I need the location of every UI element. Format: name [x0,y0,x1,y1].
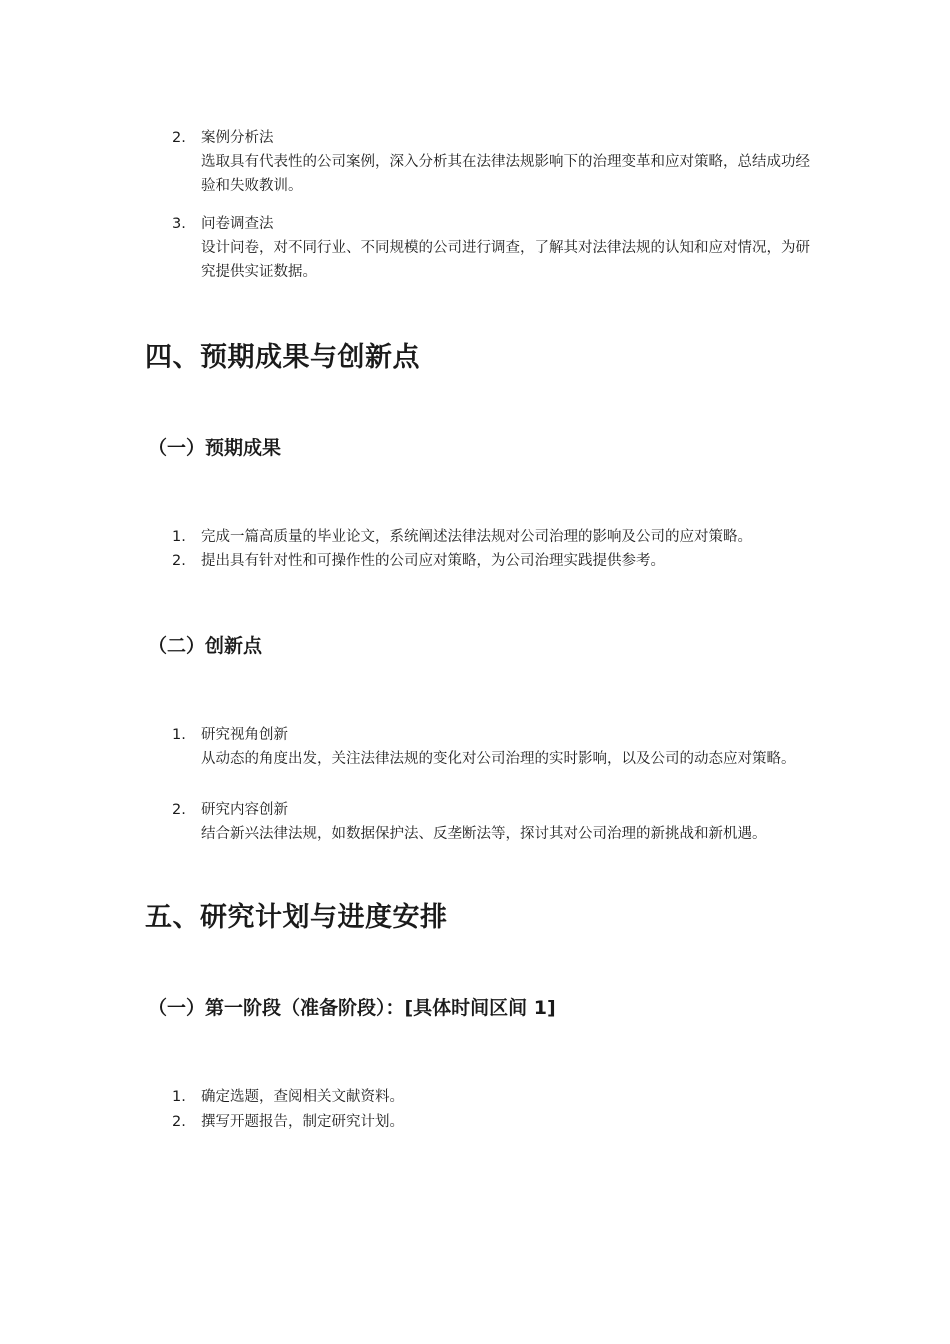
innovation-description: 从动态的角度出发，关注法律法规的变化对公司治理的实时影响，以及公司的动态应对策略。 [201,751,796,767]
method-title: 问卷调查法 [201,216,274,232]
list-number: 1. [172,1089,186,1105]
method-description: 选取具有代表性的公司案例，深入分析其在法律法规影响下的治理变革和应对策略，总结成功经验和失败教训。 [201,154,810,194]
method-title: 案例分析法 [201,130,274,146]
list-item-text: 撰写开题报告，制定研究计划。 [201,1114,404,1130]
list-number: 2. [172,130,186,146]
list-number: 3. [172,216,186,232]
section-heading: 五、研究计划与进度安排 [145,902,448,933]
subsection-heading: （一）第一阶段（准备阶段）：[具体时间区间 1] [148,997,556,1019]
subsection-heading: （一）预期成果 [148,437,282,459]
list-number: 2. [172,553,186,569]
list-number: 2. [172,1114,186,1130]
list-item-text: 提出具有针对性和可操作性的公司应对策略，为公司治理实践提供参考。 [201,553,665,569]
list-number: 2. [172,802,186,818]
innovation-title: 研究内容创新 [201,802,288,818]
list-item-text: 确定选题，查阅相关文献资料。 [201,1089,404,1105]
subsection-heading: （二）创新点 [148,635,263,657]
list-item-text: 完成一篇高质量的毕业论文，系统阐述法律法规对公司治理的影响及公司的应对策略。 [201,529,752,545]
list-number: 1. [172,727,186,743]
innovation-description: 结合新兴法律法规，如数据保护法、反垄断法等，探讨其对公司治理的新挑战和新机遇。 [201,826,767,842]
list-number: 1. [172,529,186,545]
section-heading: 四、预期成果与创新点 [145,342,420,373]
innovation-title: 研究视角创新 [201,727,288,743]
method-description: 设计问卷，对不同行业、不同规模的公司进行调查，了解其对法律法规的认知和应对情况，为研究提供实证数据。 [201,240,810,280]
